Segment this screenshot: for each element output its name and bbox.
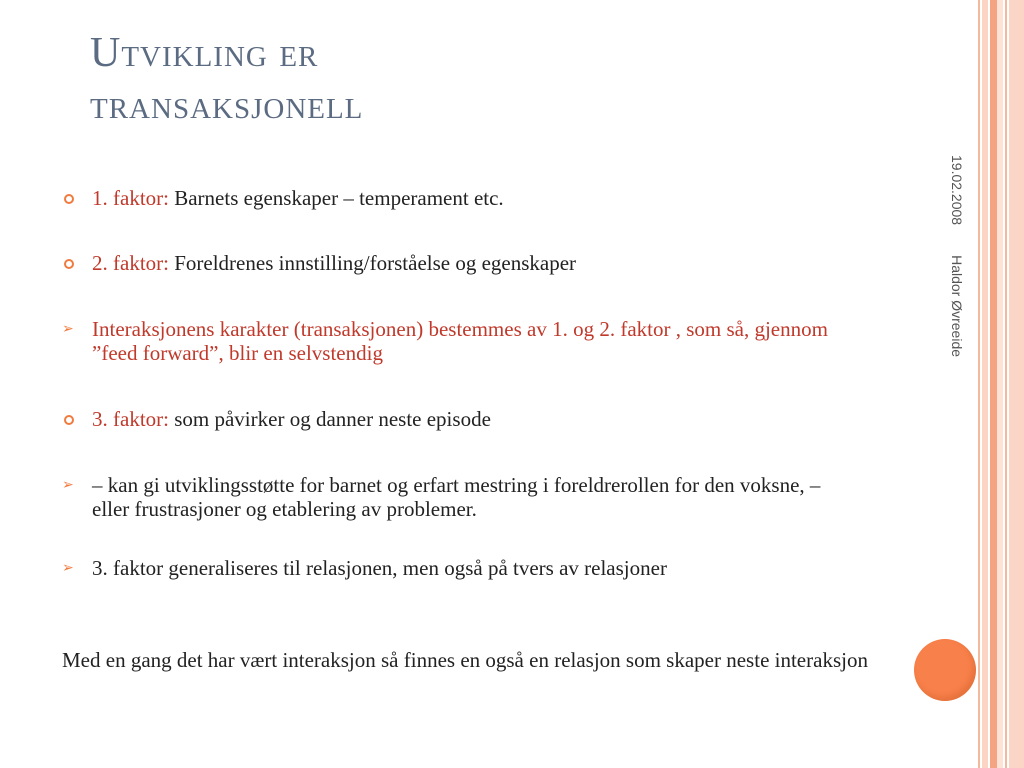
bullet-text: – kan gi utviklingsstøtte for barnet og erfart mestring i foreldrerollen for den voksne, – eller frustrasjoner og etablering av problemer.: [92, 473, 821, 521]
slide-title: [90, 27, 890, 131]
factor-label: 2. faktor:: [92, 251, 169, 275]
factor-label: 1. faktor:: [92, 186, 169, 210]
circle-bullet-icon: [64, 259, 74, 269]
bullet-text: 3. faktor generaliseres til relasjonen, men også på tvers av relasjoner: [92, 556, 667, 580]
bullet-text: Foreldrenes innstilling/forståelse og egenskaper: [168, 251, 577, 275]
sub-bullet-item: [62, 317, 852, 365]
bullet-item: [62, 186, 892, 210]
arrow-bullet-icon: ➢: [62, 321, 74, 337]
arrow-bullet-icon: ➢: [62, 477, 74, 493]
bullet-text: som påvirker og danner neste episode: [168, 407, 491, 431]
title-line-1: Utvikling er: [90, 30, 319, 76]
decor-stripe: [978, 0, 980, 768]
factor-label: 3. faktor:: [92, 407, 169, 431]
bullet-item: [62, 251, 892, 275]
bullet-text: Barnets egenskaper – temperament etc.: [168, 186, 504, 210]
sub-bullet-item: [62, 556, 832, 580]
decor-stripe: [990, 0, 997, 768]
side-footer: [949, 155, 965, 357]
decor-stripe: [982, 0, 988, 768]
bullet-item: [62, 407, 892, 431]
decor-stripe: [997, 0, 1003, 768]
footer-date: 19.02.2008: [949, 155, 965, 226]
circle-bullet-icon: [64, 194, 74, 204]
decor-orange-circle: [914, 639, 976, 701]
arrow-bullet-icon: ➢: [62, 560, 74, 576]
decor-stripe: [1005, 0, 1007, 768]
title-line-2: transaksjonell: [90, 82, 364, 128]
plain-paragraph: [62, 648, 872, 672]
sub-bullet-item: [62, 473, 862, 521]
decor-stripe: [1009, 0, 1024, 768]
bullet-text: Interaksjonens karakter (transaksjonen) bestemmes av 1. og 2. faktor , som så, gjennom ”feed forward”, blir en selvstendig: [92, 317, 828, 365]
footer-author: Haldor Øvreeide: [949, 255, 965, 358]
bullet-text: Med en gang det har vært interaksjon så finnes en også en relasjon som skaper neste interaksjon: [62, 648, 868, 672]
circle-bullet-icon: [64, 415, 74, 425]
